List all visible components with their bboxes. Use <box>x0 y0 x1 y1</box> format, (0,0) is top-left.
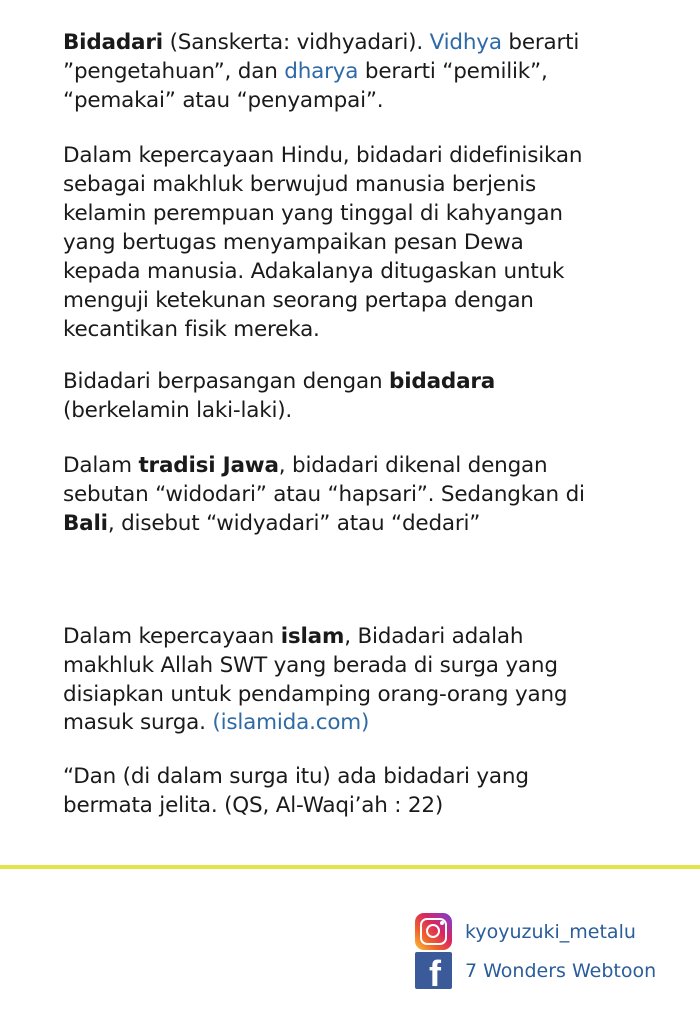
hindu-line: kecantikan fisik mereka. <box>63 317 320 342</box>
quote-line-2: bermata jelita. (QS, Al-Waqi’ah : 22) <box>63 793 444 818</box>
java-line-3 <box>63 509 480 538</box>
pair-text: Bidadari berpasangan dengan <box>63 369 390 394</box>
dharya-link[interactable]: dharya <box>284 59 359 84</box>
hindu-line: kepada manusia. Adakalanya ditugaskan untuk <box>63 259 565 284</box>
facebook-row[interactable] <box>415 952 656 989</box>
facebook-icon: f <box>415 952 452 989</box>
term-bali: Bali <box>63 511 108 536</box>
etymology-line-2 <box>63 57 548 86</box>
islam-line-3: disiapkan untuk pendamping orang-orang yang <box>63 682 568 707</box>
java-line-1 <box>63 451 547 480</box>
instagram-icon <box>415 913 452 950</box>
java-text: , bidadari dikenal dengan <box>278 453 548 478</box>
etymology-text: berarti <box>501 30 580 55</box>
instagram-handle[interactable]: kyoyuzuki_metalu <box>465 920 636 943</box>
islam-line-4 <box>63 708 369 737</box>
islam-text: Dalam kepercayaan <box>63 624 281 649</box>
java-text: , disebut “widyadari” atau “dedari” <box>107 511 481 536</box>
hindu-line: kelamin perempuan yang tinggal di kahyangan <box>63 201 563 226</box>
java-text: Dalam <box>63 453 139 478</box>
islamida-link[interactable]: (islamida.com) <box>212 710 370 735</box>
vidhya-link[interactable]: Vidhya <box>429 30 502 55</box>
hindu-line: Dalam kepercayaan Hindu, bidadari didefinisikan <box>63 143 583 168</box>
etymology-text: berarti “pemilik”, <box>358 59 548 84</box>
etymology-line-1 <box>63 28 579 57</box>
etymology-line-3: “pemakai” atau “penyampai”. <box>63 88 384 113</box>
hindu-line: sebagai makhluk berwujud manusia berjenis <box>63 172 537 197</box>
islam-text: masuk surga. <box>63 710 213 735</box>
etymology-text: (Sanskerta: vidhyadari). <box>162 30 430 55</box>
islam-text: , Bidadari adalah <box>344 624 524 649</box>
etymology-text: ”pengetahuan”, dan <box>63 59 285 84</box>
term-bidadari: Bidadari <box>63 30 163 55</box>
facebook-page[interactable]: 7 Wonders Webtoon <box>465 959 657 982</box>
hindu-line: menguji ketekunan seorang pertapa dengan <box>63 288 534 313</box>
pair-line-2: (berkelamin laki-laki). <box>63 398 293 423</box>
pair-line-1 <box>63 367 495 396</box>
islam-line-1 <box>63 622 523 651</box>
term-islam: islam <box>280 624 345 649</box>
yellow-divider <box>0 865 700 869</box>
java-line-2: sebutan “widodari” atau “hapsari”. Sedangkan di <box>63 482 585 507</box>
islam-line-2: makhluk Allah SWT yang berada di surga yang <box>63 653 558 678</box>
term-tradisi-jawa: tradisi Jawa <box>138 453 279 478</box>
instagram-row[interactable] <box>415 913 636 950</box>
term-bidadara: bidadara <box>389 369 496 394</box>
hindu-line: yang bertugas menyampaikan pesan Dewa <box>63 230 524 255</box>
quote-line-1: “Dan (di dalam surga itu) ada bidadari yang <box>63 764 529 789</box>
